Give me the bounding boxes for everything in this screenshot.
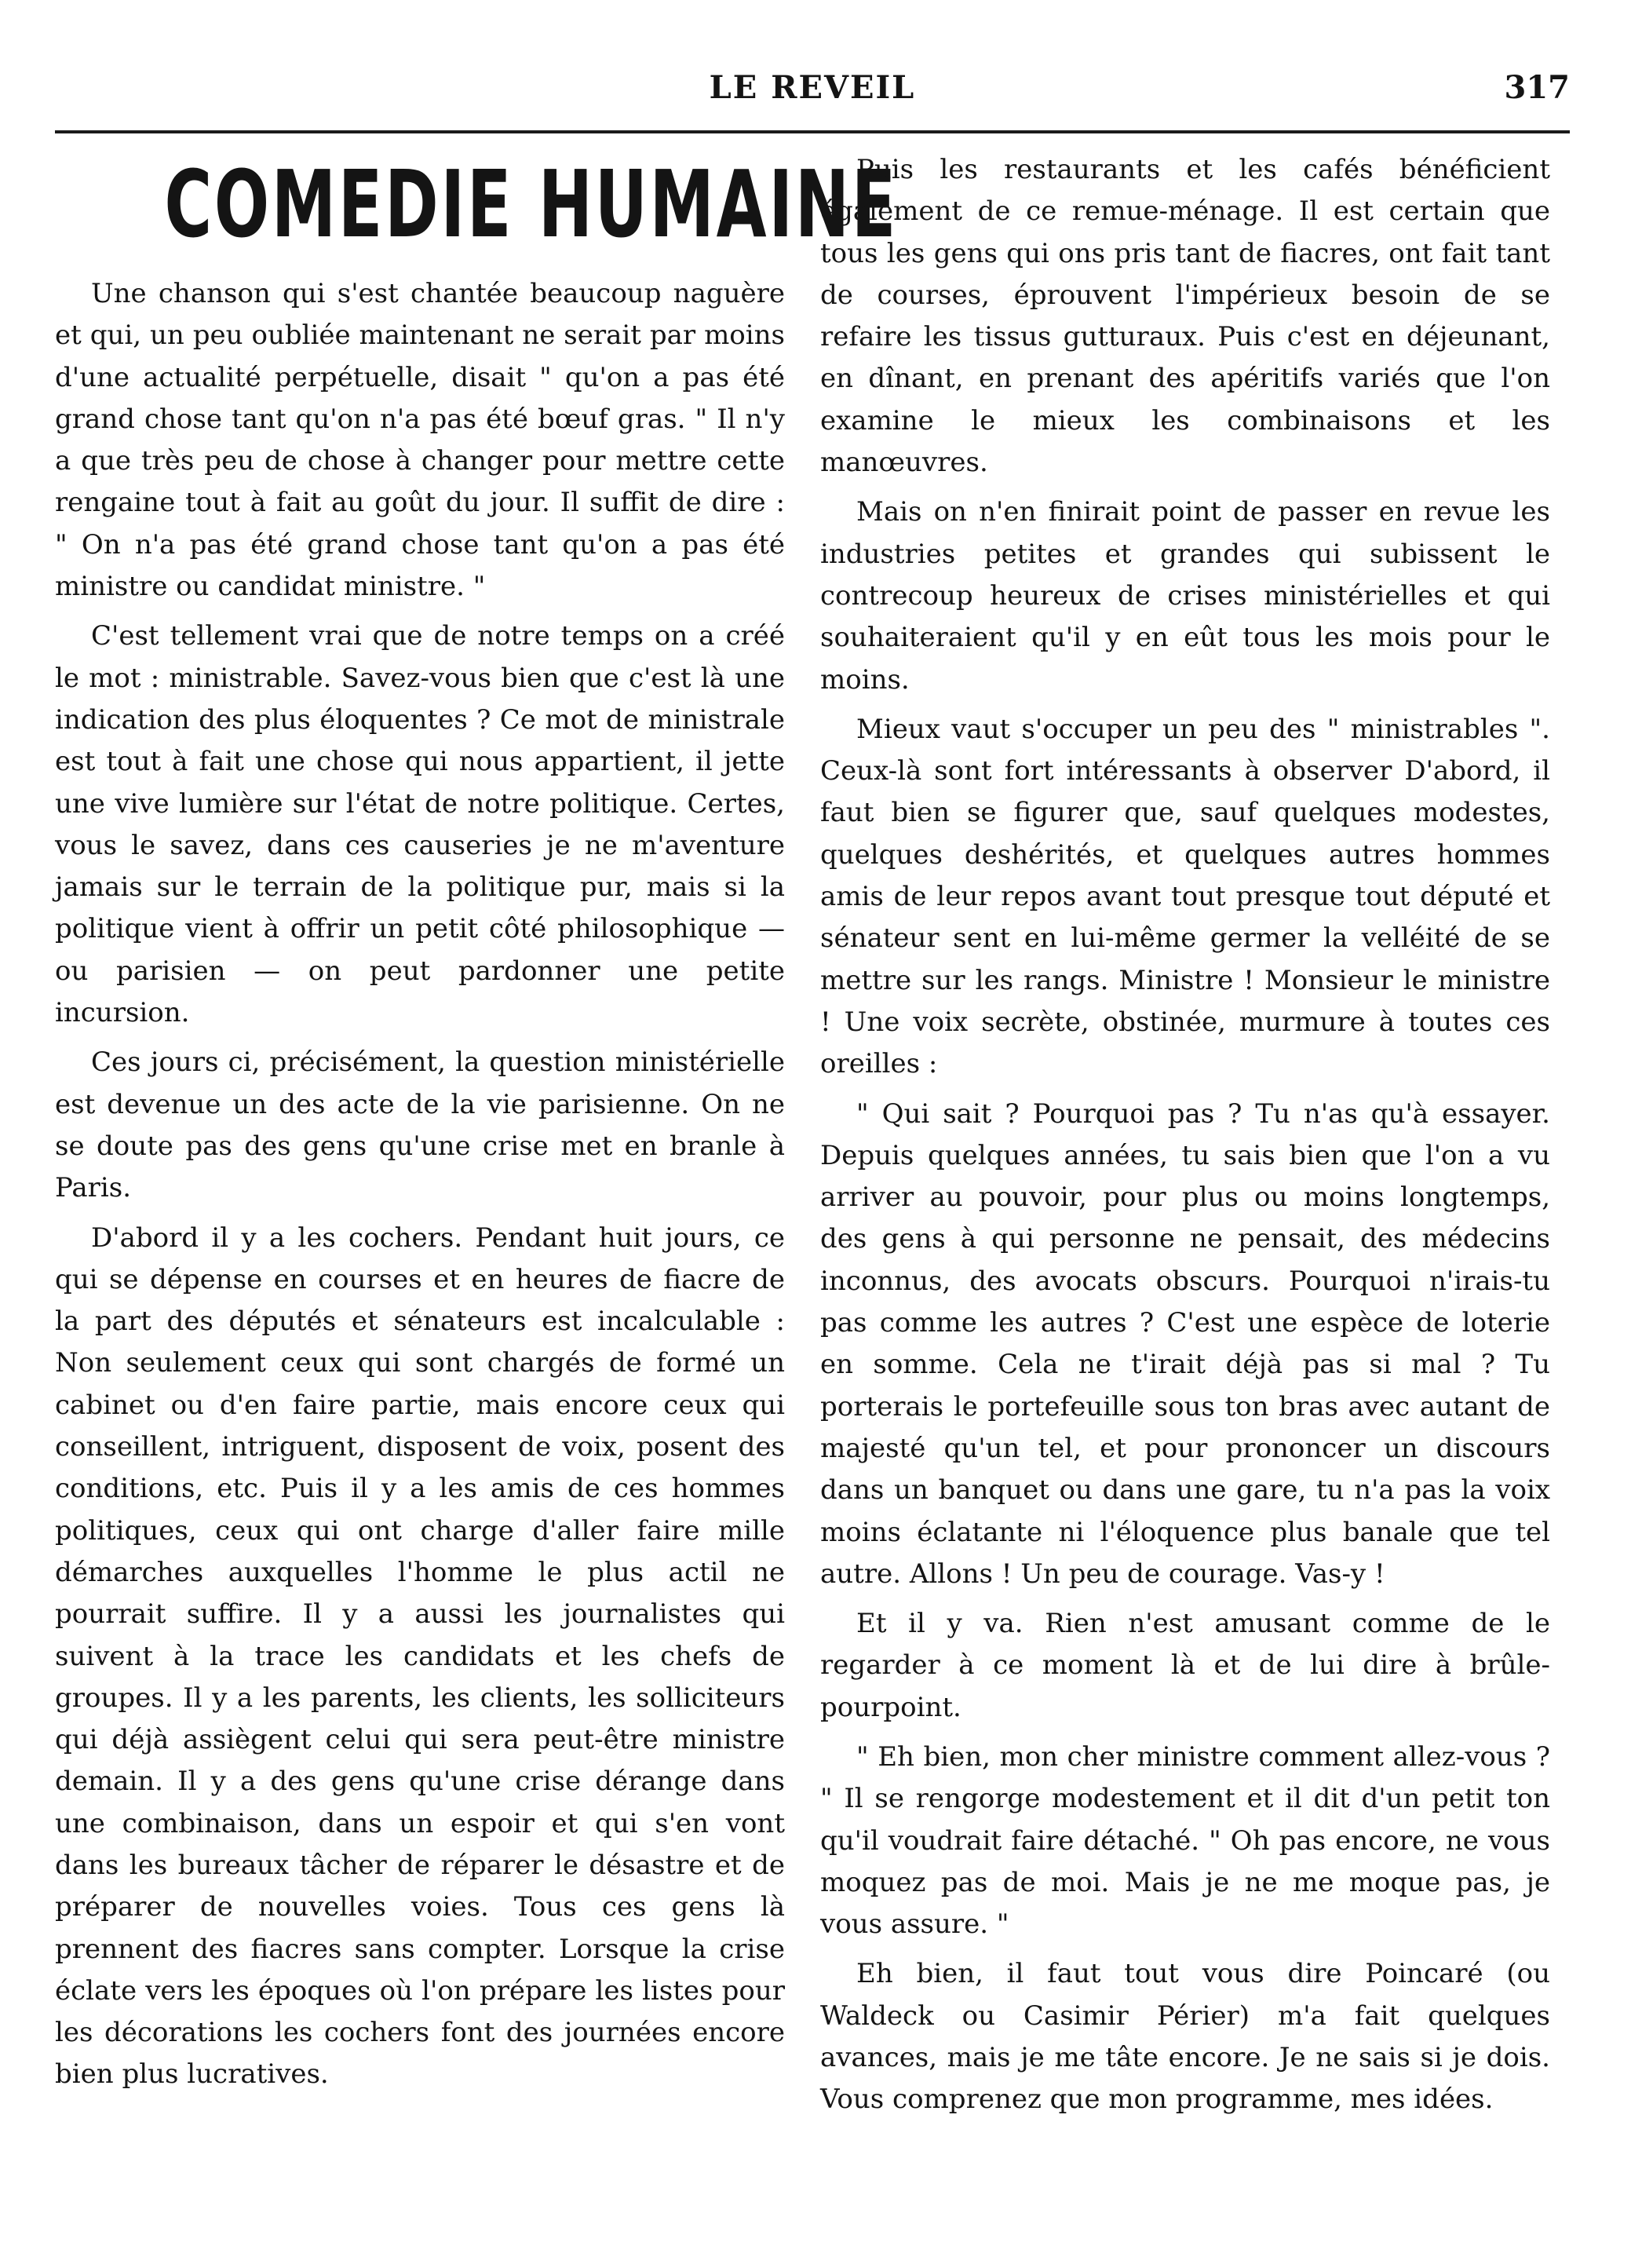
paragraph: D'abord il y a les cochers. Pendant huit jours, ce qui se dépense en courses et en heures de fiacre de la part des députés et sénateurs est incalculable : Non seulement ceux qui sont chargés de formé un cabinet ou d'en faire partie, mais encore ceux qui conseillent, intriguent, disposent de voix, posent des conditions, etc. Puis il y a les amis de ces hommes politiques, ceux qui ont charge d'aller faire mille démarches auxquelles l'homme le plus actil ne pourrait suffire. Il y a aussi les journalistes qui suivent à la trace les candidats et les chefs de groupes. Il y a les parents, les clients, les solliciteurs qui déjà assiègent celui qui sera peut-être ministre demain. Il y a des gens qu'une crise dérange dans une combinaison, dans un espoir et qui s'en vont dans les bureaux tâcher de réparer le désastre et de préparer de nouvelles voies. Tous ces gens là prennent des fiacres sans compter. Lorsque la crise éclate vers les époques où l'on prépare les listes pour les décorations les cochers font des journées encore bien plus lucratives. <box>55 1222 785 2091</box>
paragraph: " Eh bien, mon cher ministre comment allez-vous ? " Il se rengorge modestement et il dit d'un petit ton qu'il voudrait faire détaché. " Oh pas encore, ne vous moquez pas de moi. Mais je ne me moque pas, je vous assure. " <box>820 1740 1550 1941</box>
paragraph: C'est tellement vrai que de notre temps on a créé le mot : ministrable. Savez-vous bien que c'est là une indication des plus éloquentes ? Ce mot de ministrale est tout à fait une chose qui nous appartient, il jette une vive lumière sur l'état de notre politique. Certes, vous le savez, dans ces causeries je ne m'aventure jamais sur le terrain de la politique pur, mais si la politique vient à offrir un petit côté philosophique — ou parisien — on peut pardonner une petite incursion. <box>55 620 785 1029</box>
left-column <box>55 149 899 2104</box>
paragraph: Puis les restaurants et les cafés bénéficient également de ce remue-ménage. Il est certain que tous les gens qui ons pris tant de fiacres, ont fait tant de courses, éprouvent l'impérieux besoin de se refaire les tissus gutturaux. Puis c'est en déjeunant, en dînant, en prenant des apéritifs variés que l'on examine le mieux les combinaisons et les manœuvres. <box>820 154 1550 479</box>
paragraph: Eh bien, il faut tout vous dire Poincaré (ou Waldeck ou Casimir Périer) m'a fait quelques avances, mais je me tâte encore. Je ne sais si je dois. Vous comprenez que mon programme, mes idées. <box>820 1958 1550 2116</box>
running-title: LE REVEIL <box>709 69 916 106</box>
paragraph: Et il y va. Rien n'est amusant comme de le regarder à ce moment là et de lui dire à brûle-pourpoint. <box>820 1608 1550 1723</box>
paragraph: Mais on n'en finirait point de passer en revue les industries petites et grandes qui subissent le contrecoup heureux de crises ministérielles et qui souhaiteraient qu'il y en eût tous les mois pour le moins. <box>820 496 1550 696</box>
page-header <box>55 69 1570 116</box>
article-title: COMEDIE HUMAINE <box>164 150 899 258</box>
right-column <box>820 149 1550 2129</box>
paragraph: Une chanson qui s'est chantée beaucoup naguère et qui, un peu oubliée maintenant ne serait par moins d'une actualité perpétuelle, disait " qu'on a pas été grand chose tant qu'on n'a pas été bœuf gras. " Il n'y a que très peu de chose à changer pour mettre cette rengaine tout à fait au goût du jour. Il suffit de dire : " On n'a pas été grand chose tant qu'on a pas été ministre ou candidat ministre. " <box>55 278 785 603</box>
paragraph: Mieux vaut s'occuper un peu des " ministrables ". Ceux-là sont fort intéressants à observer D'abord, il faut bien se figurer que, sauf quelques modestes, quelques deshérités, et quelques autres hommes amis de leur repos avant tout presque tout député et sénateur sent en lui-même germer la velléité de se mettre sur les rangs. Ministre ! Monsieur le ministre ! Une voix secrète, obstinée, murmure à toutes ces oreilles : <box>820 713 1550 1080</box>
header-rule <box>55 130 1570 133</box>
paragraph: Ces jours ci, précisément, la question ministérielle est devenue un des acte de la vie parisienne. On ne se doute pas des gens qu'une crise met en branle à Paris. <box>55 1046 785 1204</box>
page-number: 317 <box>1504 69 1570 106</box>
paragraph: " Qui sait ? Pourquoi pas ? Tu n'as qu'à essayer. Depuis quelques années, tu sais bien que l'on a vu arriver au pouvoir, pour plus ou moins longtemps, des gens à qui personne ne pensait, des médecins inconnus, des avocats obscurs. Pourquoi n'irais-tu pas comme les autres ? C'est une espèce de loterie en somme. Cela ne t'irait déjà pas si mal ? Tu porterais le portefeuille sous ton bras avec autant de majesté qu'un tel, et pour prononcer un discours dans un banquet ou dans une gare, tu n'a pas la voix moins éclatante ni l'éloquence plus banale que tel autre. Allons ! Un peu de courage. Vas-y ! <box>820 1097 1550 1590</box>
